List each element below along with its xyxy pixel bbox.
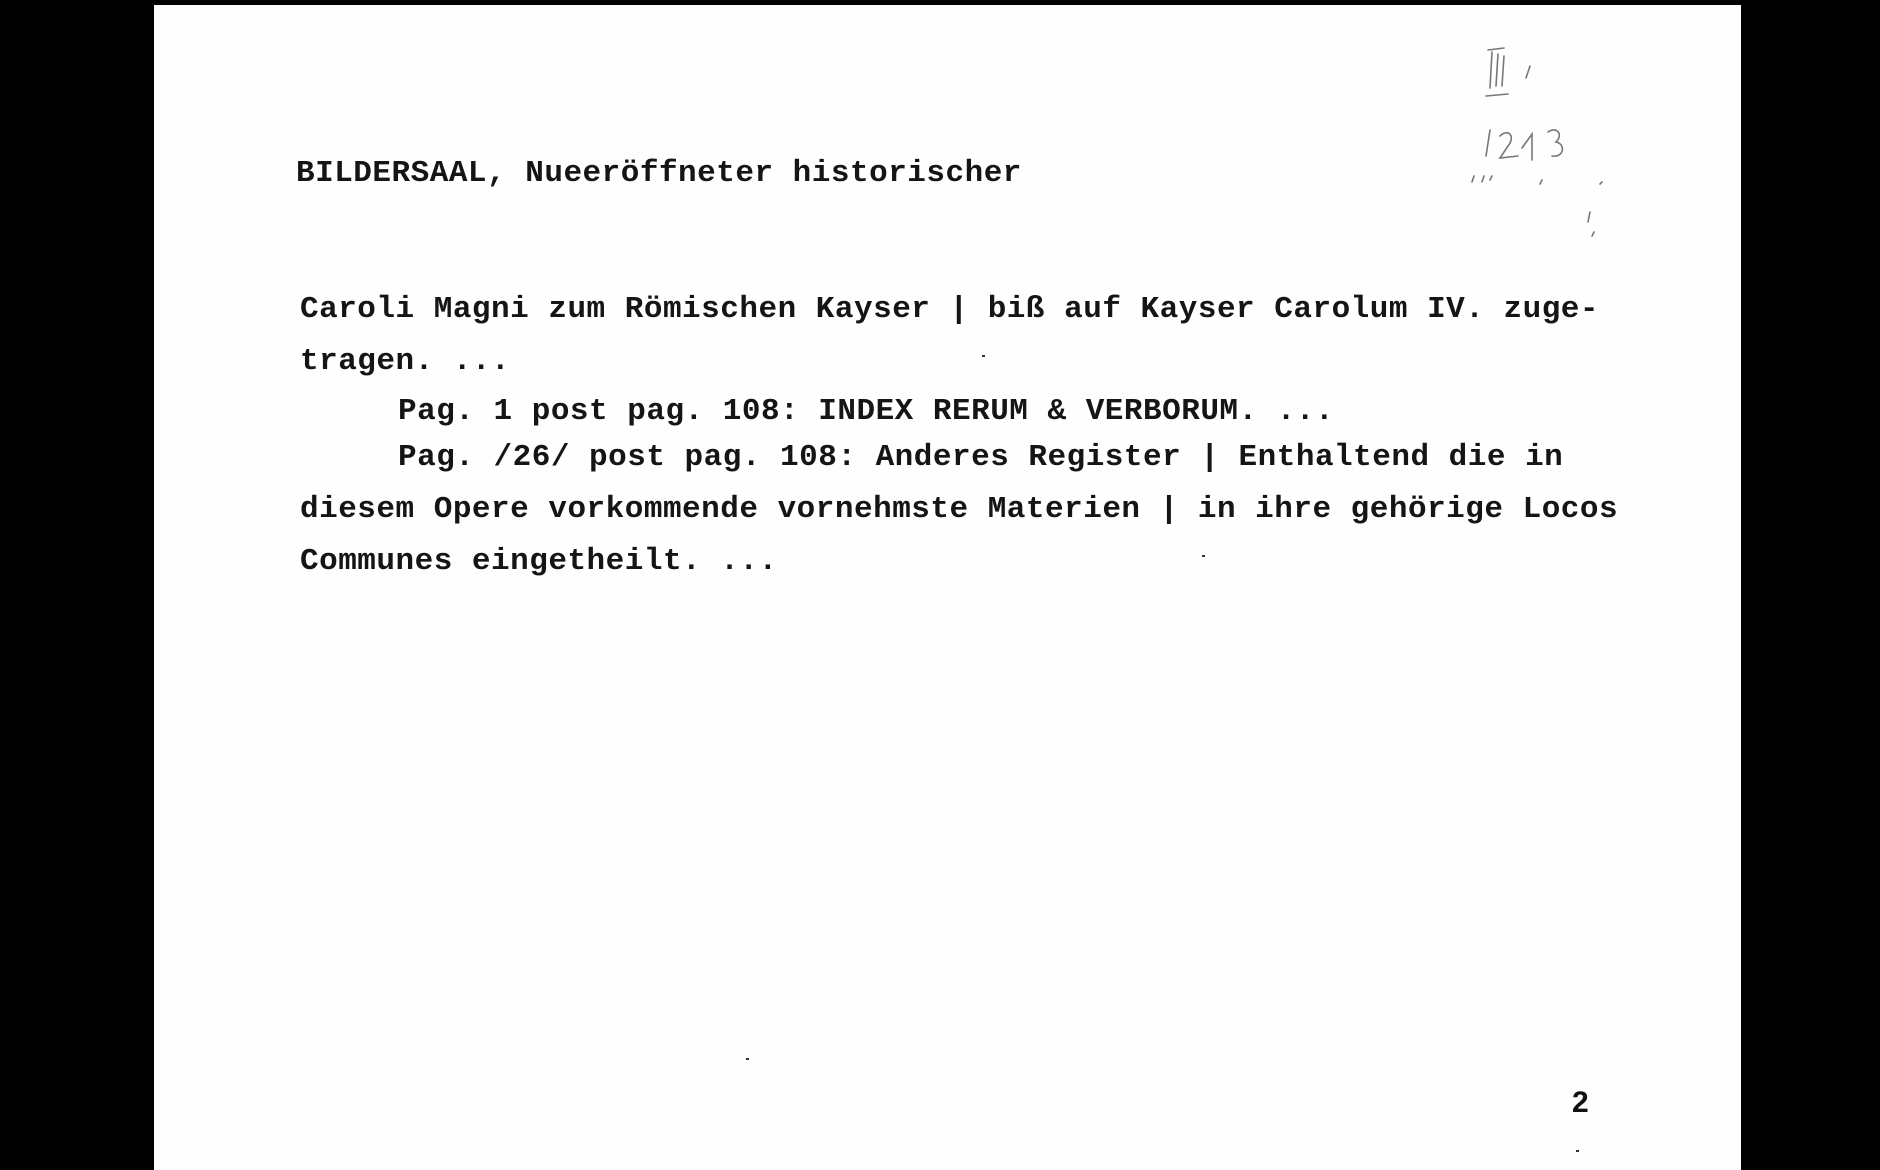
card-text-line: Pag. /26/ post pag. 108: Anderes Register | Enthaltend die in (398, 440, 1564, 475)
card-text-line: Pag. 1 post pag. 108: INDEX RERUM & VERBORUM. ... (398, 394, 1335, 429)
scan-speck (982, 355, 985, 357)
card-text-line: diesem Opere vorkommende vornehmste Materien | in ihre gehörige Locos (300, 492, 1619, 527)
page-number: 2 (1572, 1086, 1589, 1119)
scan-speck (1576, 1150, 1579, 1152)
pencil-annotation-image (1460, 36, 1630, 246)
card-text-line: tragen. ... (300, 344, 511, 379)
scan-speck (1202, 555, 1205, 557)
card-text-line: Caroli Magni zum Römischen Kayser | biß auf Kayser Carolum IV. zuge- (300, 292, 1600, 327)
card-text-line: Communes eingetheilt. ... (300, 544, 778, 579)
card-heading: BILDERSAAL, Nueeröffneter historischer (296, 156, 1022, 191)
scan-speck (746, 1058, 749, 1060)
